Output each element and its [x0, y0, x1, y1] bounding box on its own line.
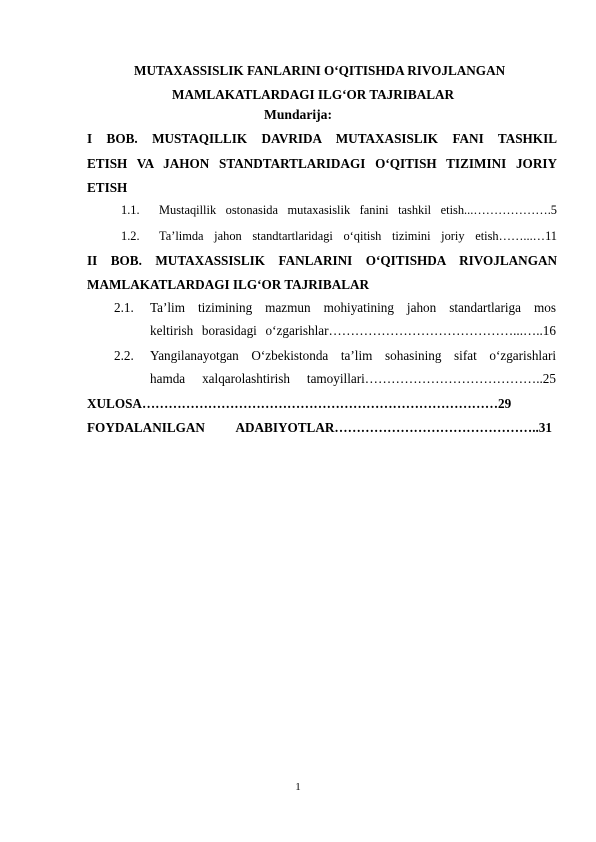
toc-entry-number: 1.2.	[121, 229, 140, 243]
toc-entry-text: Mustaqillik ostonasida mutaxasislik fanini tashkil etish...……………….5	[159, 203, 557, 217]
toc-entry-text-line1: Ta’lim tizimining mazmun mohiyatining jahon standartlariga mos	[150, 300, 556, 315]
chapter1-heading-line1: I BOB. MUSTAQILLIK DAVRIDA MUTAXASISLIK FANI TASHKIL	[87, 131, 557, 146]
toc-entry-number: 2.2.	[114, 348, 134, 363]
toc-entry-text-line1: Yangilanayotgan O‘zbekistonda ta’lim sohasining sifat o‘zgarishlari	[150, 348, 556, 363]
toc-entry-number: 2.1.	[114, 300, 134, 315]
toc-entry-text-line2: keltirish borasidagi o‘zgarishlar……………………………………...…..16	[150, 323, 556, 338]
toc-entry-number: 1.1.	[121, 203, 140, 217]
page-number: 1	[295, 781, 301, 793]
toc-entry-text: Ta’limda jahon standtartlaridagi o‘qitish tizimini joriy etish……...…11	[159, 229, 557, 243]
chapter2-heading-line2: MAMLAKATLARDAGI ILG‘OR TAJRIBALAR	[87, 277, 370, 292]
toc-entry-references[interactable]: FOYDALANILGAN ADABIYOTLAR………………………………………..31	[87, 420, 552, 435]
chapter1-heading-line2: ETISH VA JAHON STANDTARTLARIDAGI O‘QITISH TIZIMINI JORIY	[87, 156, 557, 171]
chapter1-heading-line3: ETISH	[87, 180, 128, 195]
toc-entry-text-line2: hamda xalqarolashtirish tamoyillari…………………………………..25	[150, 371, 556, 386]
title-line-2: MAMLAKATLARDAGI ILG‘OR TAJRIBALAR	[172, 87, 455, 102]
title-line-1: MUTAXASSISLIK FANLARINI O‘QITISHDA RIVOJLANGAN	[134, 63, 506, 78]
contents-heading: Mundarija:	[264, 107, 332, 122]
toc-entry-conclusion[interactable]: XULOSA………………………………………………………………………29	[87, 396, 512, 411]
chapter2-heading-line1: II BOB. MUTAXASSISLIK FANLARINI O‘QITISHDA RIVOJLANGAN	[87, 253, 557, 268]
